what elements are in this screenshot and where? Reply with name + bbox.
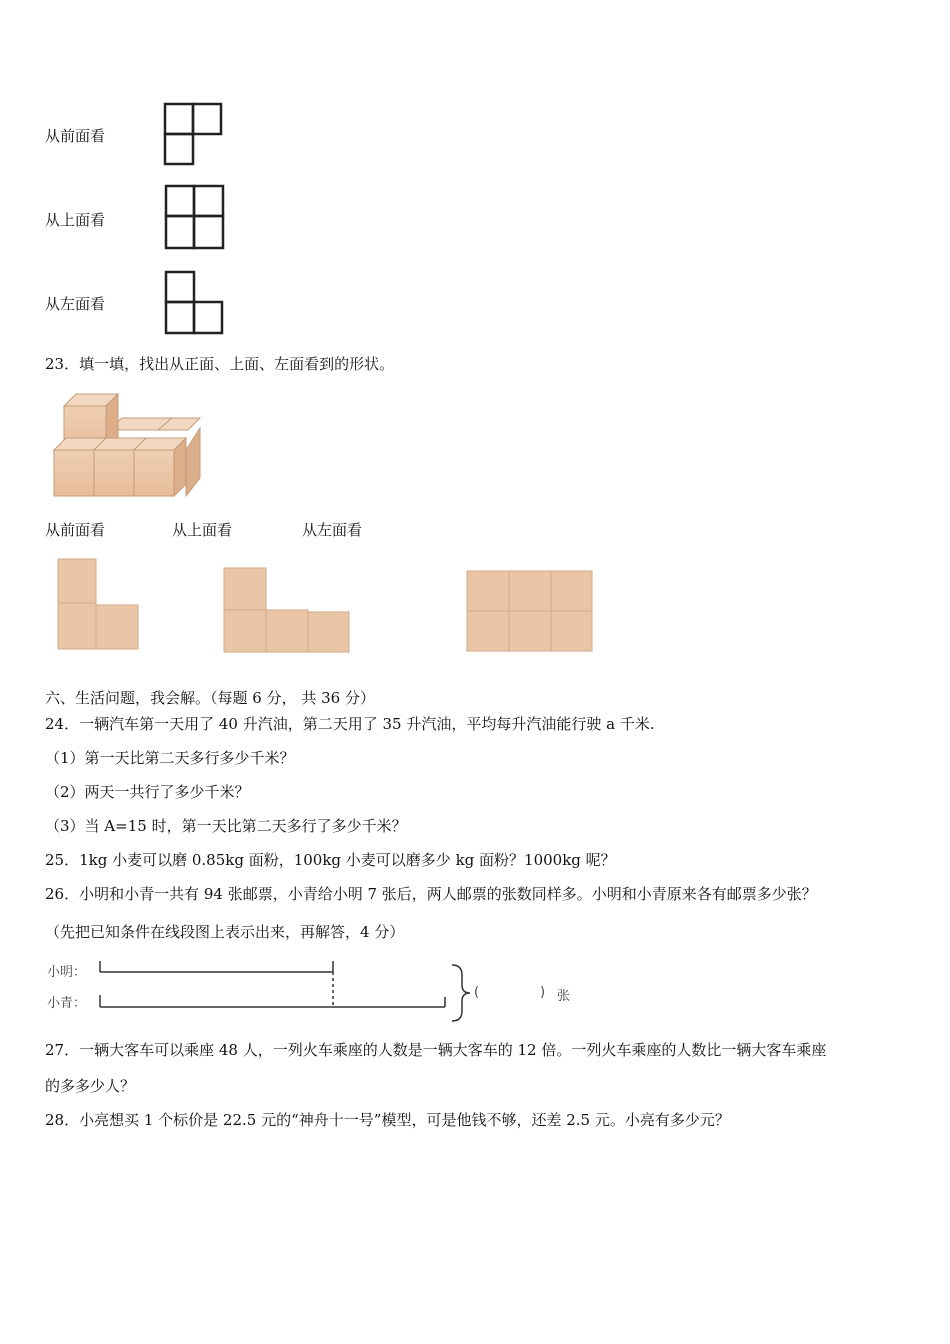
q23-top-view-answer — [218, 564, 354, 656]
question-24-sub2: （2）两天一共行了多少千米？ — [45, 783, 250, 801]
answer-paren-close: ) — [540, 985, 546, 1000]
question-24-sub1: （1）第一天比第二天多行多少千米？ — [45, 749, 295, 767]
segment-label-qing: 小青： — [47, 996, 87, 1011]
left-view-figure — [160, 268, 228, 338]
q23-label-left: 从左面看 — [302, 521, 363, 539]
view-label-top: 从上面看 — [45, 211, 106, 229]
question-27-line2: 的多多少人？ — [45, 1077, 136, 1095]
q23-label-front: 从前面看 — [45, 521, 106, 539]
answer-unit: 张 — [557, 989, 571, 1004]
section-6-title: 六、生活问题，我会解。（每题 6 分， 共 36 分） — [45, 689, 375, 707]
question-27-line1: 27．一辆大客车可以乘座 48 人，一列火车乘座的人数是一辆大客车的 12 倍。一列火车乘座的人数比一辆大客车乘座 — [45, 1041, 827, 1059]
question-24-sub3: （3）当 A=15 时，第一天比第二天多行了多少千米？ — [45, 817, 407, 835]
view-label-front: 从前面看 — [45, 127, 106, 145]
question-26-text: 26．小明和小青一共有 94 张邮票，小青给小明 7 张后，两人邮票的张数同样多。小明和小青原来各有邮票多少张？ — [45, 885, 817, 903]
top-view-figure — [160, 182, 230, 252]
question-24-text: 24．一辆汽车第一天用了 40 升汽油，第二天用了 35 升汽油，平均每升汽油能行驶 a 千米. — [45, 715, 655, 733]
question-25-text: 25．1kg 小麦可以磨 0.85kg 面粉，100kg 小麦可以磨多少 kg 面粉？1000kg 呢？ — [45, 851, 616, 869]
q23-label-top: 从上面看 — [172, 521, 233, 539]
cube-stack-figure — [48, 388, 208, 500]
q23-front-view-answer — [52, 555, 144, 653]
question-23-text: 23．填一填，找出从正面、上面、左面看到的形状。 — [45, 355, 395, 373]
line-segment-diagram — [90, 955, 490, 1030]
question-28-text: 28．小亮想买 1 个标价是 22.5 元的“神舟十一号”模型，可是他钱不够，还差 2.5 元。小亮有多少元？ — [45, 1111, 730, 1129]
view-label-left: 从左面看 — [45, 295, 106, 313]
segment-label-ming: 小明： — [47, 965, 87, 980]
answer-paren-open: ( — [474, 985, 480, 1000]
question-26-note: （先把已知条件在线段图上表示出来，再解答，4 分） — [45, 923, 405, 941]
q23-left-view-answer — [462, 567, 598, 657]
front-view-figure — [160, 100, 226, 168]
